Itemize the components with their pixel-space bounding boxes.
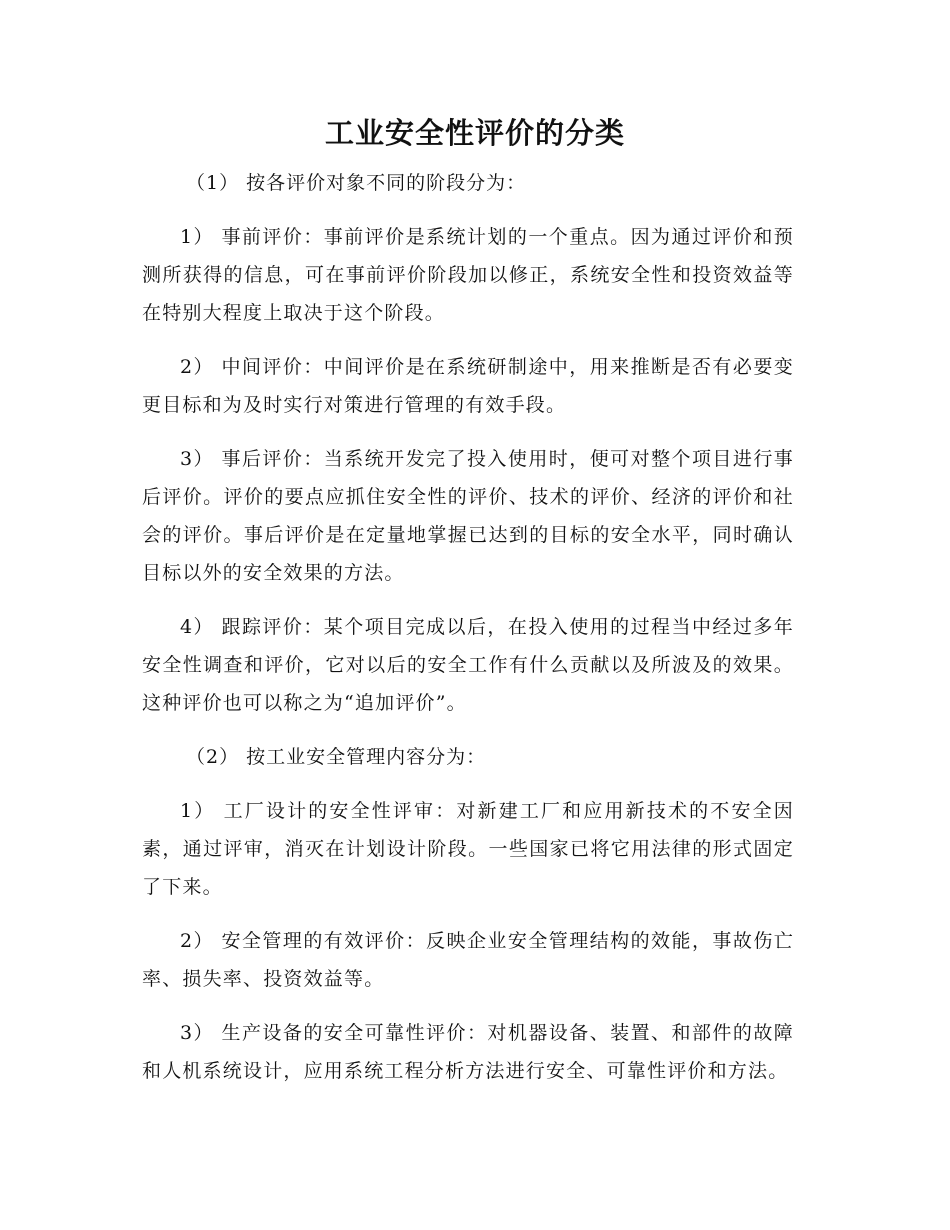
paragraph-pre-evaluation: 1） 事前评价：事前评价是系统计划的一个重点。因为通过评价和预测所获得的信息，可在事前评价阶段加以修正，系统安全性和投资效益等在特别大程度上取决于这个阶段。: [142, 226, 794, 324]
paragraph-tracking-evaluation: 4） 跟踪评价：某个项目完成以后，在投入使用的过程当中经过多年安全性调查和评价，它对以后的安全工作有什么贡献以及所波及的效果。这种评价也可以称之为“追加评价”。: [142, 616, 794, 714]
paragraph-management-evaluation: 2） 安全管理的有效评价：反映企业安全管理结构的效能，事故伤亡率、损失率、投资效益等。: [142, 930, 794, 990]
paragraph-post-evaluation: 3） 事后评价：当系统开发完了投入使用时，便可对整个项目进行事后评价。评价的要点应抓住安全性的评价、技术的评价、经济的评价和社会的评价。事后评价是在定量地掌握已达到的目标的安全水平，同时确认目标以外的安全效果的方法。: [142, 448, 794, 584]
section-heading-2: （2） 按工业安全管理内容分为：: [186, 746, 487, 768]
document-body: [142, 164, 794, 1106]
section-heading-1: （1） 按各评价对象不同的阶段分为：: [186, 172, 527, 194]
paragraph-equipment-reliability: 3） 生产设备的安全可靠性评价：对机器设备、装置、和部件的故障和人机系统设计，应用系统工程分析方法进行安全、可靠性评价和方法。: [142, 1022, 794, 1082]
paragraph-plant-design-review: 1） 工厂设计的安全性评审：对新建工厂和应用新技术的不安全因素，通过评审，消灭在计划设计阶段。一些国家已将它用法律的形式固定了下来。: [142, 800, 794, 898]
document-title: 工业安全性评价的分类: [324, 116, 625, 150]
paragraph-mid-evaluation: 2） 中间评价：中间评价是在系统研制途中，用来推断是否有必要变更目标和为及时实行对策进行管理的有效手段。: [142, 356, 794, 416]
